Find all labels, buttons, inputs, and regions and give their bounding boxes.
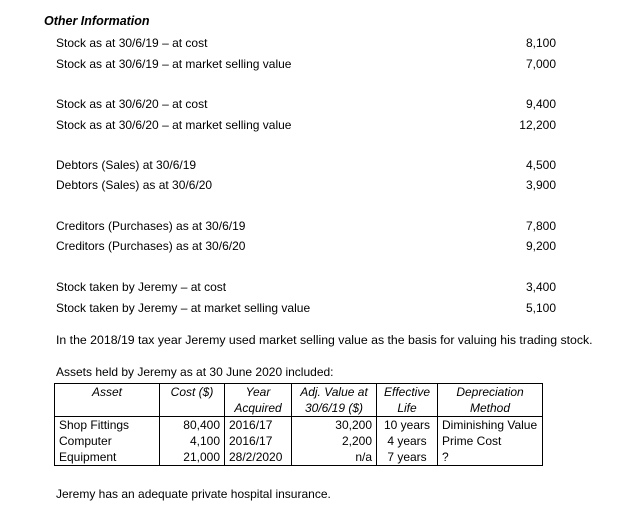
- item-label: Stock taken by Jeremy – at cost: [56, 280, 227, 294]
- header-year-2: Acquired: [225, 400, 292, 417]
- insurance-note: Jeremy has an adequate private hospital insurance.: [56, 487, 331, 501]
- header-asset-2: [55, 400, 160, 417]
- item-value: 7,000: [525, 57, 556, 71]
- cost-cell: 4,100: [160, 433, 225, 449]
- item-value: 4,500: [525, 158, 556, 172]
- asset-cell: Shop Fittings: [55, 417, 160, 434]
- item-label: Creditors (Purchases) as at 30/6/20: [56, 239, 246, 253]
- header-adj-value-2: 30/6/19 ($): [292, 400, 377, 417]
- item-label: Stock as at 30/6/19 – at market selling value: [56, 57, 292, 71]
- header-depreciation-method: Depreciation: [438, 384, 543, 401]
- header-cost-2: [160, 400, 225, 417]
- cost-cell: 21,000: [160, 449, 225, 466]
- item-label: Stock as at 30/6/20 – at market selling value: [56, 118, 292, 132]
- item-value: 12,200: [519, 118, 556, 132]
- header-effective-life: Effective: [377, 384, 438, 401]
- header-adj-value: Adj. Value at: [292, 384, 377, 401]
- header-year: Year: [225, 384, 292, 401]
- year-cell: 28/2/2020: [225, 449, 292, 466]
- header-asset: Asset: [55, 384, 160, 401]
- adj-value-cell: n/a: [292, 449, 377, 466]
- item-value: 5,100: [525, 301, 556, 315]
- item-label: Stock taken by Jeremy – at market selling value: [56, 301, 311, 315]
- item-label: Debtors (Sales) at 30/6/19: [56, 158, 197, 172]
- year-cell: 2016/17: [225, 433, 292, 449]
- table-row: [55, 417, 543, 434]
- method-cell: ?: [438, 449, 543, 466]
- item-label: Stock as at 30/6/19 – at cost: [56, 36, 208, 50]
- tax-note: In the 2018/19 tax year Jeremy used market selling value as the basis for valuing his trading stock.: [56, 333, 593, 347]
- item-value: 9,400: [525, 97, 556, 111]
- item-value: 3,400: [525, 280, 556, 294]
- header-depreciation-method-2: Method: [438, 400, 543, 417]
- life-cell: 7 years: [377, 449, 438, 466]
- item-value: 7,800: [525, 219, 556, 233]
- item-value: 3,900: [525, 178, 556, 192]
- header-cost: Cost ($): [160, 384, 225, 401]
- header-effective-life-2: Life: [377, 400, 438, 417]
- asset-cell: Equipment: [55, 449, 160, 466]
- item-value: 8,100: [525, 36, 556, 50]
- table-row: [55, 449, 543, 466]
- adj-value-cell: 2,200: [292, 433, 377, 449]
- adj-value-cell: 30,200: [292, 417, 377, 434]
- other-information-heading: Other Information: [44, 14, 150, 28]
- item-value: 9,200: [525, 239, 556, 253]
- table-row: [55, 433, 543, 449]
- year-cell: 2016/17: [225, 417, 292, 434]
- life-cell: 10 years: [377, 417, 438, 434]
- assets-intro: Assets held by Jeremy as at 30 June 2020 included:: [56, 365, 334, 379]
- method-cell: Prime Cost: [438, 433, 543, 449]
- item-label: Creditors (Purchases) as at 30/6/19: [56, 219, 246, 233]
- method-cell: Diminishing Value: [438, 417, 543, 434]
- asset-cell: Computer: [55, 433, 160, 449]
- cost-cell: 80,400: [160, 417, 225, 434]
- item-label: Stock as at 30/6/20 – at cost: [56, 97, 208, 111]
- item-label: Debtors (Sales) as at 30/6/20: [56, 178, 213, 192]
- life-cell: 4 years: [377, 433, 438, 449]
- assets-table: [54, 383, 543, 466]
